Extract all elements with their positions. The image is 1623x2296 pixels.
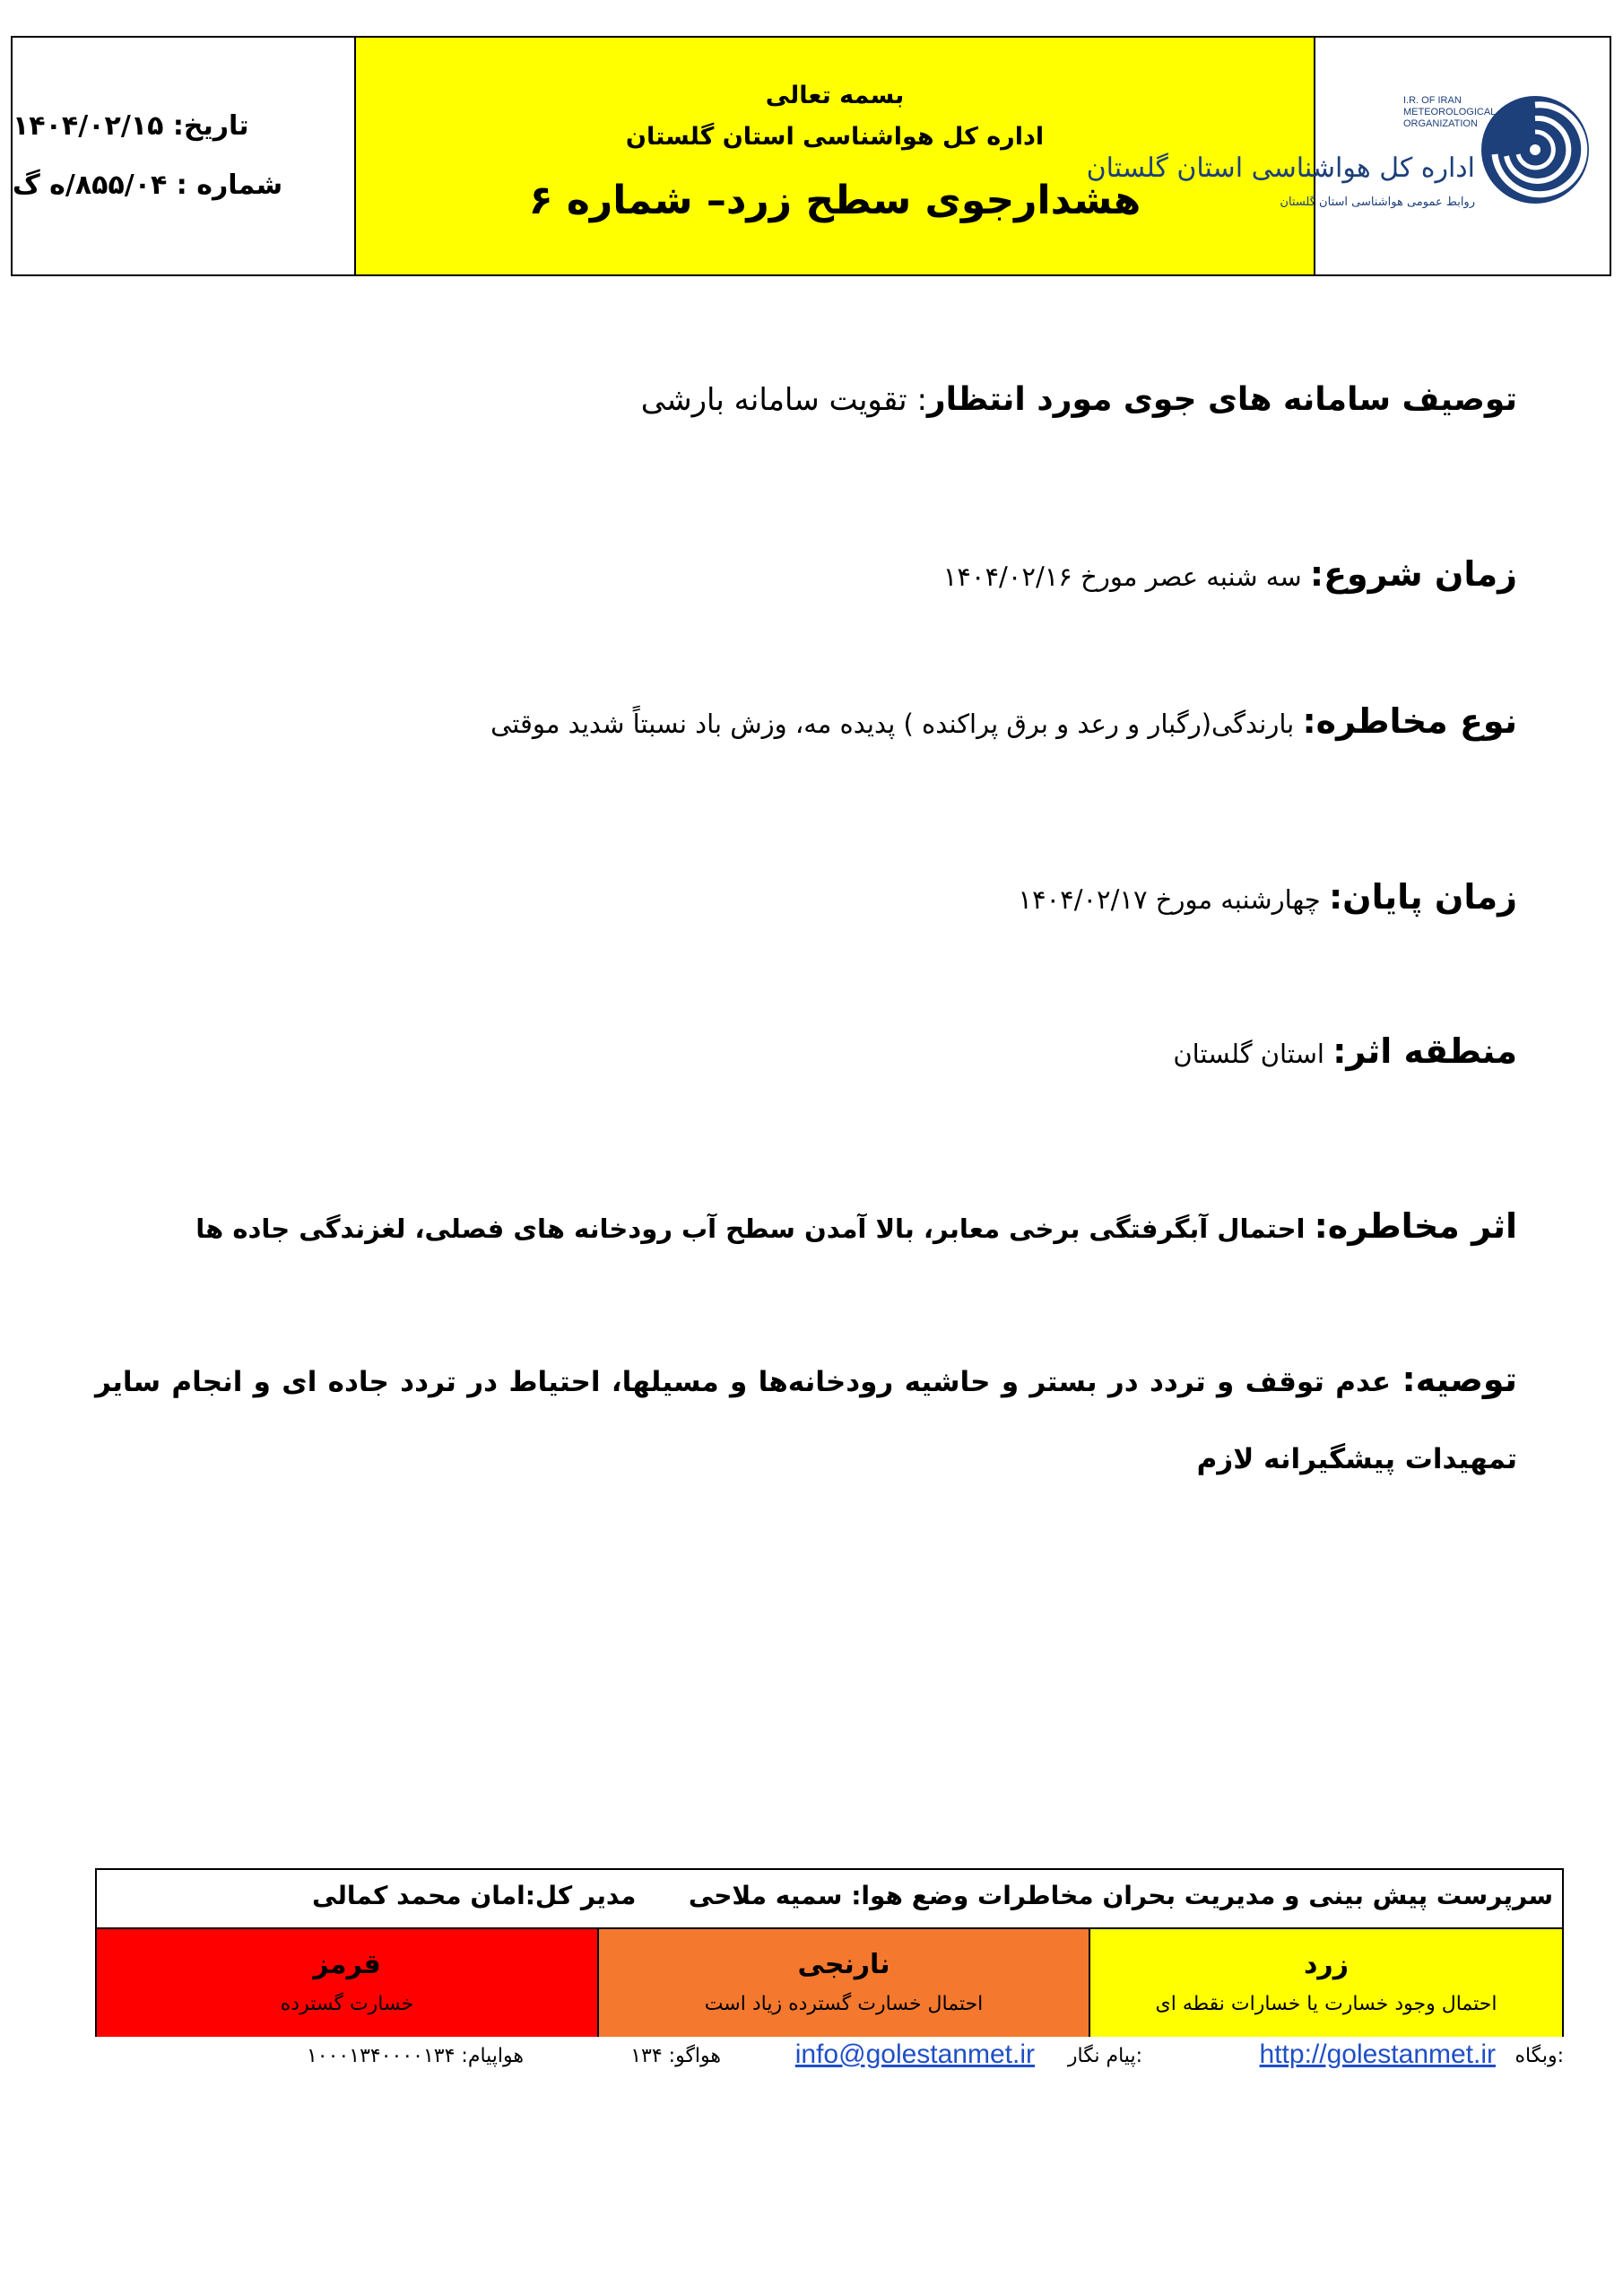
website-link[interactable]: http://golestanmet.ir	[1259, 2039, 1496, 2069]
start-label: زمان شروع:	[1309, 554, 1517, 594]
sms-number: هواپیام: ۱۰۰۰۱۳۴۰۰۰۰۱۳۴	[306, 2045, 524, 2067]
level-yellow-title: زرد	[1304, 1949, 1349, 1980]
type-label: نوع مخاطره:	[1302, 701, 1517, 741]
warning-title: هشدارجوی سطح زرد– شماره ۶	[528, 178, 1141, 223]
number-label: شماره : ۸۵۵/۰۴/ه گ	[13, 170, 283, 201]
affected-area	[1173, 1031, 1517, 1071]
area-label: منطقه اثر:	[1332, 1031, 1517, 1071]
date-label: تاریخ: ۱۴۰۴/۰۲/۱۵	[13, 110, 249, 142]
logo-persian-text: اداره کل هواشناسی استان گلستان	[1086, 152, 1475, 184]
level-orange-desc: احتمال خسارت گسترده زیاد است	[704, 1993, 984, 2015]
rec-label: توصیه:	[1402, 1360, 1518, 1399]
level-orange	[599, 1929, 1090, 2037]
end-value: چهارشنبه مورخ ۱۴۰۴/۰۲/۱۷	[1018, 884, 1321, 915]
level-red-title: قرمز	[313, 1949, 381, 1980]
end-time	[1018, 877, 1517, 917]
warning-levels-row	[97, 1929, 1562, 2037]
rec-value: عدم توقف و تردد در بستر و حاشیه رودخانه‌ها و مسیلها، احتیاط در تردد جاده ای و انجام سایر تمهیدات پیشگیرانه لازم	[95, 1366, 1517, 1475]
footer-signatures-row	[97, 1870, 1562, 1929]
effect-value: احتمال آبگرفتگی برخی معابر، بالا آمدن سطح آب رودخانه های فصلی، لغزندگی جاده ها	[195, 1213, 1306, 1244]
desc-label: توصیف سامانه های جوی مورد انتظار	[926, 381, 1517, 418]
effect-label: اثر مخاطره:	[1314, 1206, 1517, 1246]
header-table	[11, 36, 1611, 276]
organization-name: اداره کل هواشناسی استان گلستان	[625, 123, 1045, 151]
level-yellow	[1090, 1929, 1562, 2037]
start-time	[943, 554, 1517, 594]
header-logo-cell	[1086, 38, 1610, 274]
hazard-effect	[195, 1206, 1517, 1246]
level-yellow-desc: احتمال وجود خسارت یا خسارات نقطه ای	[1155, 1993, 1497, 2015]
level-red	[97, 1929, 599, 2037]
director-name: مدیر کل:امان محمد کمالی	[312, 1881, 637, 1910]
hazard-type	[490, 701, 1517, 741]
header-date-cell	[13, 38, 356, 274]
footer-table	[95, 1868, 1564, 2037]
system-description	[641, 381, 1517, 418]
start-value: سه شنبه عصر مورخ ۱۴۰۴/۰۲/۱۶	[942, 561, 1302, 592]
email-label: پیام نگار:	[1067, 2045, 1142, 2067]
type-value: بارندگی(رگبار و رعد و برق پراکنده ) پدیده مه، وزش باد نسبتاً شدید موقتی	[490, 709, 1295, 739]
logo-subtitle: روابط عمومی هواشناسی استان گلستان	[1280, 196, 1475, 209]
email-link[interactable]: info@golestanmet.ir	[794, 2039, 1035, 2069]
bismillah: بسمه تعالی	[765, 82, 905, 109]
level-red-desc: خسارت گسترده	[280, 1993, 414, 2015]
supervisor-name: سرپرست پیش بینی و مدیریت بحران مخاطرات وضع هوا: سمیه ملاحی	[688, 1881, 1553, 1910]
contact-info	[95, 2039, 1564, 2081]
desc-value: : تقویت سامانه بارشی	[640, 382, 927, 418]
website-label: وبگاه:	[1515, 2045, 1564, 2067]
end-label: زمان پایان:	[1328, 877, 1517, 917]
phone-number: هواگو: ۱۳۴	[630, 2045, 721, 2067]
level-orange-title: نارنجی	[797, 1949, 890, 1980]
area-value: استان گلستان	[1173, 1039, 1324, 1069]
logo-english-text: I.R. OF IRAN METEOROLOGICAL ORGANIZATION	[1403, 95, 1496, 129]
recommendation	[95, 1341, 1517, 1498]
